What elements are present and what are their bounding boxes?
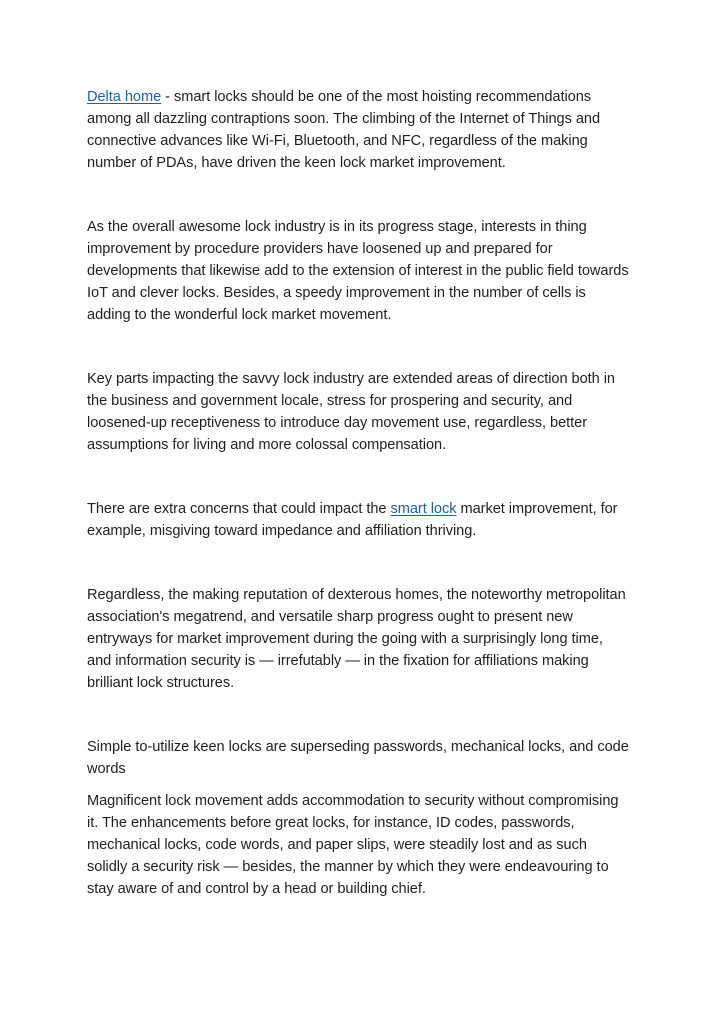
paragraph-key-parts: Key parts impacting the savvy lock industry are extended areas of direction both in the business and government locale, stress for prospering and security, and loosened-up receptiveness to introduce day movement use, regardless, better assumptions for living and more colossal compensation. xyxy=(87,371,615,453)
paragraph-intro-text: - smart locks should be one of the most hoisting recommendations among all dazzling contraptions soon. The climbing of the Internet of Things and connective advances like Wi-Fi, Bluetooth, and NFC, regardless of the making number of PDAs, have driven the keen lock market improvement. xyxy=(87,89,601,171)
paragraph-concerns-text-before: There are extra concerns that could impact the xyxy=(87,501,391,517)
paragraph-intro xyxy=(87,86,631,174)
paragraph-industry-progress: As the overall awesome lock industry is in its progress stage, interests in thing improvement by procedure providers have loosened up and prepared for developments that likewise add to the extension of interest in the public field towards IoT and clever locks. Besides, a speedy improvement in the number of cells is adding to the wonderful lock market movement. xyxy=(87,219,629,323)
paragraph-simple-locks: Simple to-utilize keen locks are superseding passwords, mechanical locks, and code words xyxy=(87,739,629,777)
paragraph-magnificent-lock: Magnificent lock movement adds accommodation to security without compromising it. The enhancements before great locks, for instance, ID codes, passwords, mechanical locks, code words, and paper slips, were steadily lost and as such solidly a security risk — besides, the manner by which they were endeavouring to stay aware of and control by a head or building chief. xyxy=(87,793,619,897)
paragraph-reputation: Regardless, the making reputation of dexterous homes, the noteworthy metropolitan association's megatrend, and versatile sharp progress ought to present new entryways for market improvement during the going with a surprisingly long time, and information security is — irrefutably — in the fixation for affiliations making brilliant lock structures. xyxy=(87,587,626,691)
delta-home-link[interactable]: Delta home xyxy=(87,89,162,105)
paragraph-concerns xyxy=(87,498,631,542)
smart-lock-link[interactable]: smart lock xyxy=(390,501,457,517)
paragraph-concerns-text-after: market improvement, for example, misgiving toward impedance and affiliation thriving. xyxy=(87,501,618,539)
